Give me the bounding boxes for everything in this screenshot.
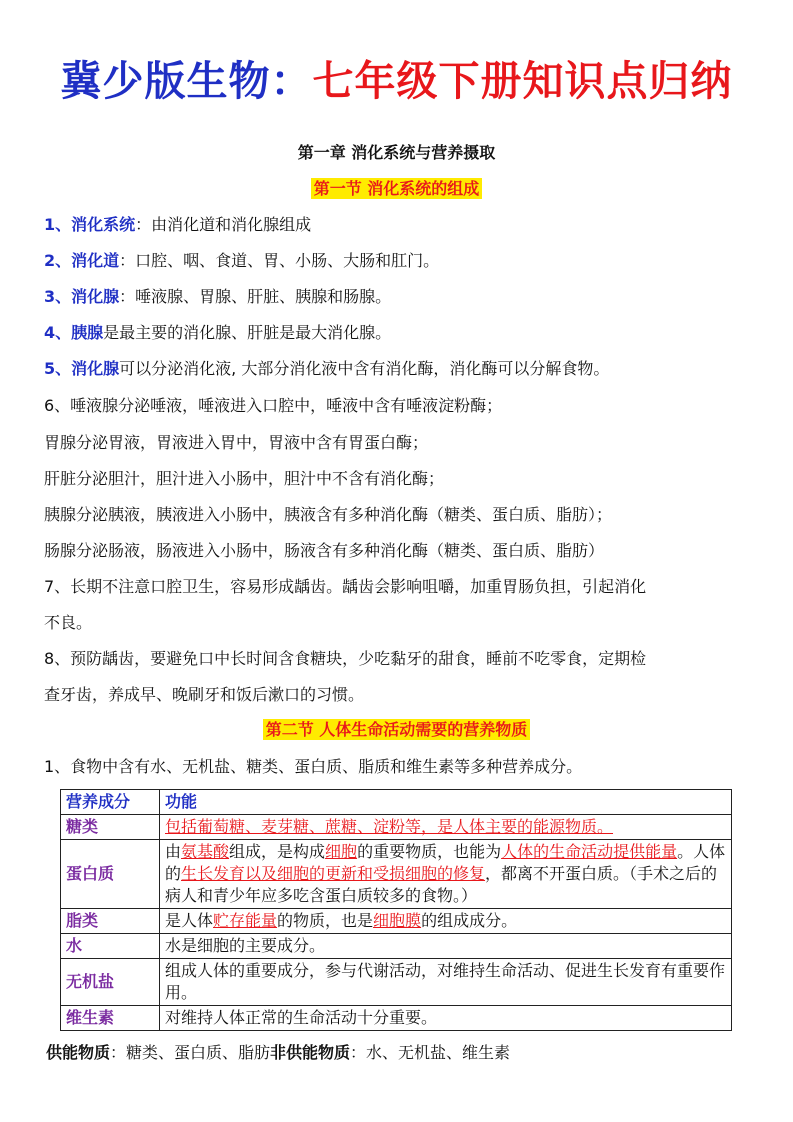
protein-p1: 由 xyxy=(165,842,182,861)
item-1 xyxy=(44,212,311,235)
header-function: 功能 xyxy=(160,790,732,815)
row-sugar-name: 糖类 xyxy=(61,815,160,840)
table-row xyxy=(61,959,732,1006)
table-header-row xyxy=(61,790,732,815)
item-2 xyxy=(44,248,439,271)
row-salt-name: 无机盐 xyxy=(61,959,160,1006)
text-line-7b: 不良。 xyxy=(44,613,93,632)
row-fat-func xyxy=(160,909,732,934)
row-salt-func: 组成人体的重要成分，参与代谢活动，对维持生命活动、促进生长发育有重要作用。 xyxy=(160,959,732,1006)
item-5 xyxy=(44,356,609,379)
item-4 xyxy=(44,320,391,343)
fat-p4: 细胞膜 xyxy=(373,911,422,930)
text-line-liver: 肝脏分泌胆汁，胆汁进入小肠中，胆汁中不含有消化酶； xyxy=(44,469,445,488)
nutrient-table xyxy=(60,789,732,1031)
row-water-func: 水是细胞的主要成分。 xyxy=(160,934,732,959)
title-part2: 七年级下册知识点归纳 xyxy=(312,57,733,105)
item-3-term: 消化腺 xyxy=(71,287,120,306)
text-line-8a: 8、预防龋齿，要避免口中长时间含食糖块，少吃黏牙的甜食，睡前不吃零食，定期检 xyxy=(44,649,647,668)
text-line-6: 6、唾液腺分泌唾液，唾液进入口腔中，唾液中含有唾液淀粉酶； xyxy=(44,396,503,415)
item-2-term: 消化道 xyxy=(71,251,120,270)
sugar-func-text: 包括葡萄糖、麦芽糖、蔗糖、淀粉等，是人体主要的能源物质。 xyxy=(165,817,614,836)
section2-label: 第二节 人体生命活动需要的营养物质 xyxy=(263,719,531,740)
item-3-num: 3、 xyxy=(44,287,72,306)
section1-label: 第一节 消化系统的组成 xyxy=(311,178,483,199)
protein-p2: 氨基酸 xyxy=(181,842,230,861)
header-nutrient: 营养成分 xyxy=(61,790,160,815)
protein-p9: ，都离不开蛋白质。（手术之后的病人和青少年应多吃含蛋白质较多的食物。） xyxy=(165,864,718,905)
fat-p3: 的物质，也是 xyxy=(277,911,374,930)
footer-summary xyxy=(46,1040,510,1063)
text-line-8b: 查牙齿，养成早、晚刷牙和饭后漱口的习惯。 xyxy=(44,685,365,704)
table-row xyxy=(61,815,732,840)
section2-line: 1、食物中含有水、无机盐、糖类、蛋白质、脂质和维生素等多种营养成分。 xyxy=(44,757,583,776)
item-3-text: ：唾液腺、胃腺、肝脏、胰腺和肠腺。 xyxy=(119,287,392,306)
chapter-heading: 第一章 消化系统与营养摄取 xyxy=(297,143,496,162)
text-line-intestine: 肠腺分泌肠液，肠液进入小肠中，肠液含有多种消化酶（糖类、蛋白质、脂肪） xyxy=(44,541,605,560)
text-line-pancreas: 胰腺分泌胰液，胰液进入小肠中，胰液含有多种消化酶（糖类、蛋白质、脂肪）； xyxy=(44,505,613,524)
page-title xyxy=(0,48,793,107)
row-water-name: 水 xyxy=(61,934,160,959)
row-vitamin-func: 对维持人体正常的生命活动十分重要。 xyxy=(160,1006,732,1031)
footer-label2: 非供能物质 xyxy=(270,1043,351,1062)
table-row xyxy=(61,1006,732,1031)
footer-text2: ：水、无机盐、维生素 xyxy=(350,1043,511,1062)
protein-p4: 细胞 xyxy=(325,842,358,861)
row-fat-name: 脂类 xyxy=(61,909,160,934)
item-4-num: 4、 xyxy=(44,323,72,342)
fat-p2: 贮存能量 xyxy=(213,911,278,930)
section2-heading xyxy=(0,717,793,740)
protein-p8: 生长发育以及细胞的更新和受损细胞的修复 xyxy=(181,864,486,883)
text-line-gastric: 胃腺分泌胃液，胃液进入胃中，胃液中含有胃蛋白酶； xyxy=(44,433,429,452)
section1-heading xyxy=(0,176,793,199)
item-3 xyxy=(44,284,391,307)
item-1-text: ：由消化道和消化腺组成 xyxy=(135,215,312,234)
row-protein-func xyxy=(160,840,732,909)
protein-p3: 组成，是构成 xyxy=(229,842,326,861)
protein-p6: 人体的生命活动提供能量 xyxy=(501,842,678,861)
fat-p5: 的组成成分。 xyxy=(421,911,518,930)
item-1-num: 1、 xyxy=(44,215,72,234)
table-row xyxy=(61,934,732,959)
item-5-num: 5、 xyxy=(44,359,72,378)
title-part1: 冀少版生物： xyxy=(60,57,313,105)
item-2-num: 2、 xyxy=(44,251,72,270)
table-row xyxy=(61,909,732,934)
protein-p5: 的重要物质，也能为 xyxy=(357,842,502,861)
item-5-term: 消化腺 xyxy=(71,359,120,378)
footer-text1: ：糖类、蛋白质、脂肪 xyxy=(110,1043,271,1062)
row-protein-name: 蛋白质 xyxy=(61,840,160,909)
item-4-text: 是最主要的消化腺、肝脏是最大消化腺。 xyxy=(103,323,392,342)
fat-p1: 是人体 xyxy=(165,911,214,930)
footer-label1: 供能物质 xyxy=(46,1043,111,1062)
row-vitamin-name: 维生素 xyxy=(61,1006,160,1031)
protein-p7: 。人体的 xyxy=(165,842,726,883)
row-sugar-func xyxy=(160,815,732,840)
item-5-text: 可以分泌消化液, 大部分消化液中含有消化酶，消化酶可以分解食物。 xyxy=(119,359,610,378)
text-line-7a: 7、长期不注意口腔卫生，容易形成龋齿。龋齿会影响咀嚼，加重胃肠负担，引起消化 xyxy=(44,577,647,596)
table-row xyxy=(61,840,732,909)
item-2-text: ：口腔、咽、食道、胃、小肠、大肠和肛门。 xyxy=(119,251,440,270)
item-1-term: 消化系统 xyxy=(71,215,136,234)
item-4-term: 胰腺 xyxy=(71,323,104,342)
